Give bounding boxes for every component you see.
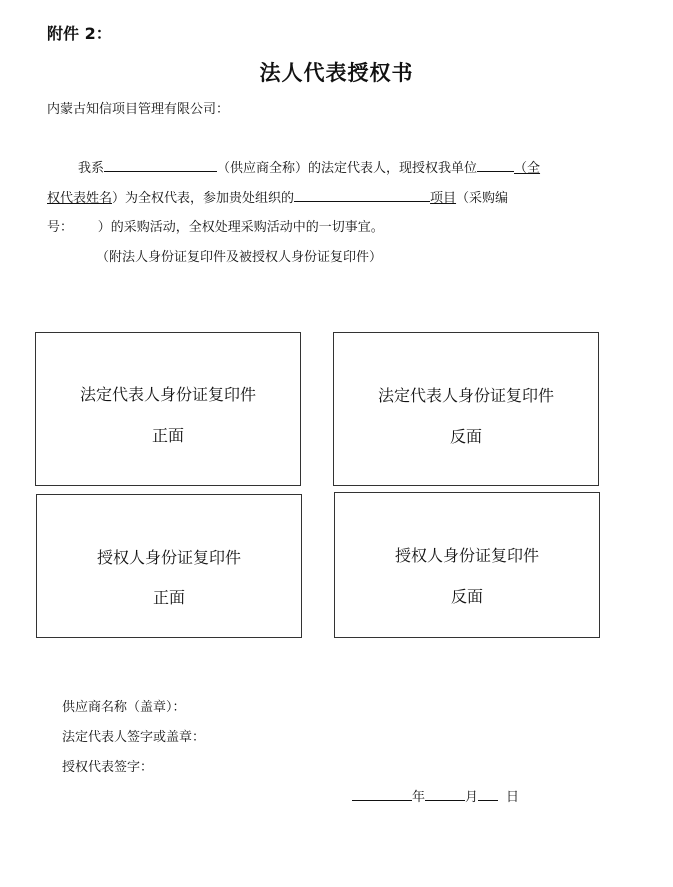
addressee: 内蒙古知信项目管理有限公司：	[47, 102, 230, 117]
id-box-authorized-front	[36, 494, 302, 638]
body-line-1	[78, 157, 540, 176]
date-line	[352, 786, 519, 805]
id-box-side: 正面	[152, 588, 185, 607]
body-text: ）为全权代表，参加贵处组织的	[112, 191, 295, 206]
id-box-authorized-back	[334, 492, 600, 638]
body-text: 我系	[78, 161, 105, 176]
body-text-underlined: 权代表姓名	[47, 191, 113, 206]
document-title: 法人代表授权书	[259, 61, 414, 85]
year-label: 年	[412, 790, 426, 805]
blank-day	[478, 786, 498, 801]
day-label: 日	[506, 790, 520, 805]
id-box-label: 法定代表人身份证复印件	[79, 385, 256, 404]
attachment-label: 附件 2：	[47, 24, 112, 43]
blank-project	[294, 187, 430, 202]
blank-supplier-name	[104, 157, 217, 172]
body-line-2	[47, 187, 508, 206]
id-box-label: 授权人身份证复印件	[394, 546, 539, 565]
blank-unit	[477, 157, 514, 172]
authorized-rep-signature-label: 授权代表签字：	[62, 760, 154, 775]
month-label: 月	[465, 790, 479, 805]
body-text-underlined: （全	[514, 161, 541, 176]
id-box-legal-back	[333, 332, 599, 486]
supplier-seal-label: 供应商名称（盖章）：	[62, 700, 186, 715]
id-box-side: 反面	[449, 427, 482, 446]
legal-rep-signature-label: 法定代表人签字或盖章：	[62, 730, 206, 745]
id-box-side: 正面	[151, 426, 184, 445]
attachment-note: （附法人身份证复印件及被授权人身份证复印件）	[96, 250, 383, 265]
body-line-3: 号： ）的采购活动，全权处理采购活动中的一切事宜。	[47, 220, 384, 235]
blank-month	[425, 786, 465, 801]
id-box-legal-front	[35, 332, 301, 486]
blank-year	[352, 786, 412, 801]
id-box-label: 法定代表人身份证复印件	[377, 386, 554, 405]
body-text: （采购编	[456, 191, 509, 206]
id-box-side: 反面	[450, 587, 483, 606]
id-box-label: 授权人身份证复印件	[96, 548, 241, 567]
body-text: （供应商全称）的法定代表人，现授权我单位	[217, 161, 478, 176]
body-text-underlined: 项目	[430, 191, 457, 206]
